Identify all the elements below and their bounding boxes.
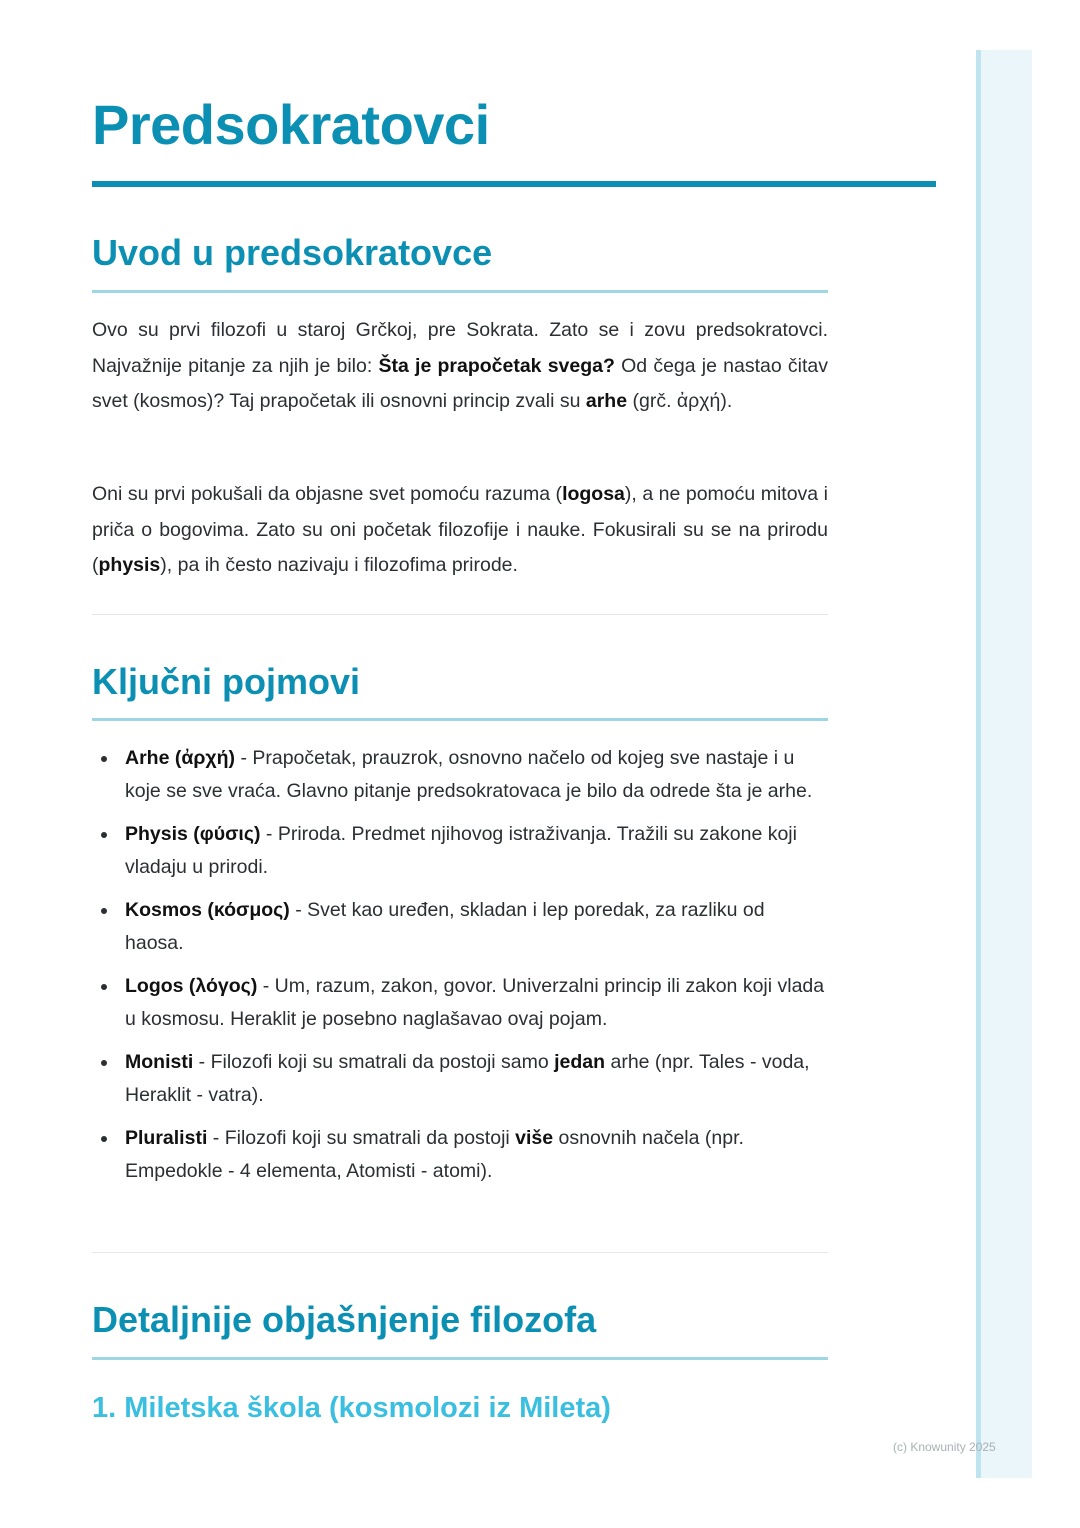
list-item: Monisti - Filozofi koji su smatrali da postoji samo jedan arhe (npr. Tales - voda, Heraklit - vatra). (92, 1046, 828, 1112)
list-item: Pluralisti - Filozofi koji su smatrali da postoji više osnovnih načela (npr. Empedokle - 4 elementa, Atomisti - atomi). (92, 1122, 828, 1188)
section-heading-philosophers: Detaljnije objašnjenje filozofa (92, 1299, 597, 1340)
subsection-heading-miletus: 1. Miletska škola (kosmolozi iz Mileta) (92, 1392, 611, 1424)
section-divider (92, 614, 828, 615)
key-terms-list (92, 742, 828, 1198)
side-stripe (976, 50, 981, 1478)
list-item: Kosmos (κόσμος) - Svet kao uređen, skladan i lep poredak, za razliku od haosa. (92, 894, 828, 960)
section-rule (92, 1357, 828, 1360)
title-rule (92, 181, 936, 187)
section-heading-key-terms: Ključni pojmovi (92, 661, 361, 702)
page-title: Predsokratovci (92, 93, 490, 156)
list-item: Logos (λόγος) - Um, razum, zakon, govor. Univerzalni princip ili zakon koji vlada u kosmosu. Heraklit je posebno naglašavao ovaj pojam. (92, 970, 828, 1036)
intro-paragraph-2: Oni su prvi pokušali da objasne svet pomoću razuma (logosa), a ne pomoću mitova i priča o bogovima. Zato su oni početak filozofije i nauke. Fokusirali su se na prirodu (physis), pa ih često nazivaju i filozofima prirode. (92, 483, 828, 576)
intro-paragraph-1: Ovo su prvi filozofi u staroj Grčkoj, pre Sokrata. Zato se i zovu predsokratovci. Najvažnije pitanje za njih je bilo: Šta je prapočetak svega? Od čega je nastao čitav svet (kosmos)? Taj prapočetak ili osnovni princip zvali su arhe (grč. ἀρχή). (92, 319, 829, 412)
copyright-footer: (c) Knowunity 2025 (893, 1440, 996, 1454)
section-heading-intro: Uvod u predsokratovce (92, 232, 493, 273)
list-item: Physis (φύσις) - Priroda. Predmet njihovog istraživanja. Tražili su zakone koji vladaju u prirodi. (92, 818, 828, 884)
side-panel (976, 50, 1032, 1478)
list-item: Arhe (ἀρχή) - Prapočetak, prauzrok, osnovno načelo od kojeg sve nastaje i u koje se sve vraća. Glavno pitanje predsokratovaca je bilo da odrede šta je arhe. (92, 742, 828, 808)
section-rule (92, 718, 828, 721)
section-divider (92, 1252, 828, 1253)
section-rule (92, 290, 828, 293)
